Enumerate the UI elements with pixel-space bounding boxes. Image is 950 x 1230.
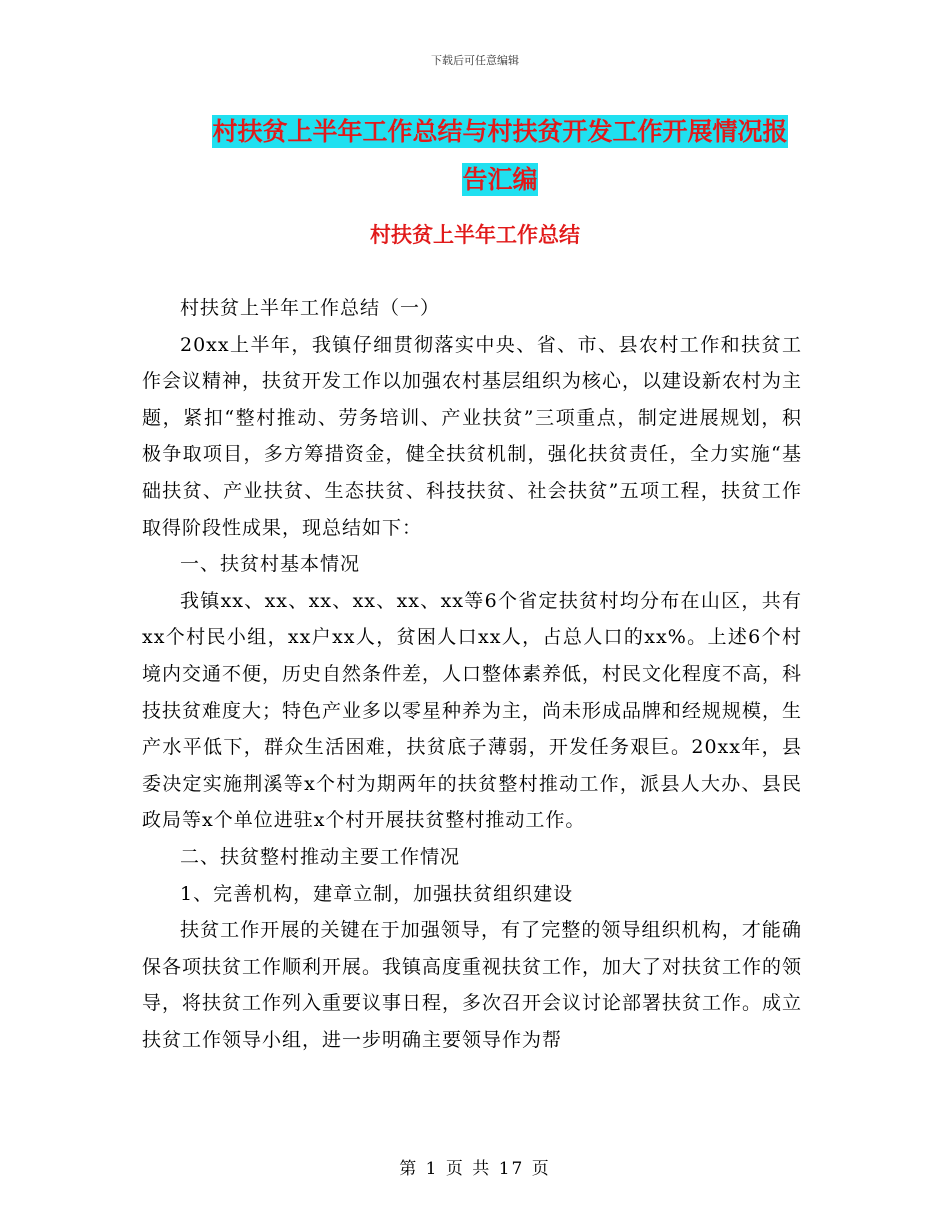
paragraph: 二、扶贫整村推动主要工作情况 <box>180 845 461 868</box>
paragraph: 扶贫工作开展的关键在于加强领导，有了完整的领导组织机构，才能确保各项扶贫工作顺利开展。我镇高度重视扶贫工作，加大了对扶贫工作的领导，将扶贫工作列入重要议事日程，多次召开会议讨论部署扶贫工作。成立扶贫工作领导小组，进一步明确主要领导作为帮 <box>142 919 803 1051</box>
document-body <box>142 290 802 1058</box>
paragraph: 我镇xx、xx、xx、xx、xx、xx等6个省定扶贫村均分布在山区，共有xx个村民小组，xx户xx人，贫困人口xx人，占总人口的xx%。上述6个村境内交通不便，历史自然条件差，人口整体素养低，村民文化程度不高，科技扶贫难度大；特色产业多以零星种养为主，尚未形成品牌和经规规模，生产水平低下，群众生活困难，扶贫底子薄弱，开发任务艰巨。20xx年，县委决定实施荆溪等x个村为期两年的扶贫整村推动工作，派县人大办、县民政局等x个单位进驻x个村开展扶贫整村推动工作。 <box>142 589 803 832</box>
paragraph: 村扶贫上半年工作总结（一） <box>180 297 441 319</box>
header-note: 下载后可任意编辑 <box>431 54 519 67</box>
section-title: 村扶贫上半年工作总结 <box>370 223 580 247</box>
paragraph: 一、扶贫村基本情况 <box>180 553 361 576</box>
paragraph: 20xx上半年，我镇仔细贯彻落实中央、省、市、县农村工作和扶贫工作会议精神，扶贫开发工作以加强农村基层组织为核心，以建设新农村为主题，紧扣“整村推动、劳务培训、产业扶贫”三项重点，制定进展规划，积极争取项目，多方筹措资金，健全扶贫机制，强化扶贫责任，全力实施“基础扶贫、产业扶贫、生态扶贫、科技扶贫、社会扶贫”五项工程，扶贫工作取得阶段性成果，现总结如下： <box>142 333 803 539</box>
document-title-line-2: 告汇编 <box>462 165 538 194</box>
document-title <box>140 108 860 204</box>
document-title-line-1: 村扶贫上半年工作总结与村扶贫开发工作开展情况报 <box>212 117 788 146</box>
paragraph: 1、完善机构，建章立制，加强扶贫组织建设 <box>180 882 574 905</box>
page-number: 第 1 页 共 17 页 <box>399 1159 551 1179</box>
